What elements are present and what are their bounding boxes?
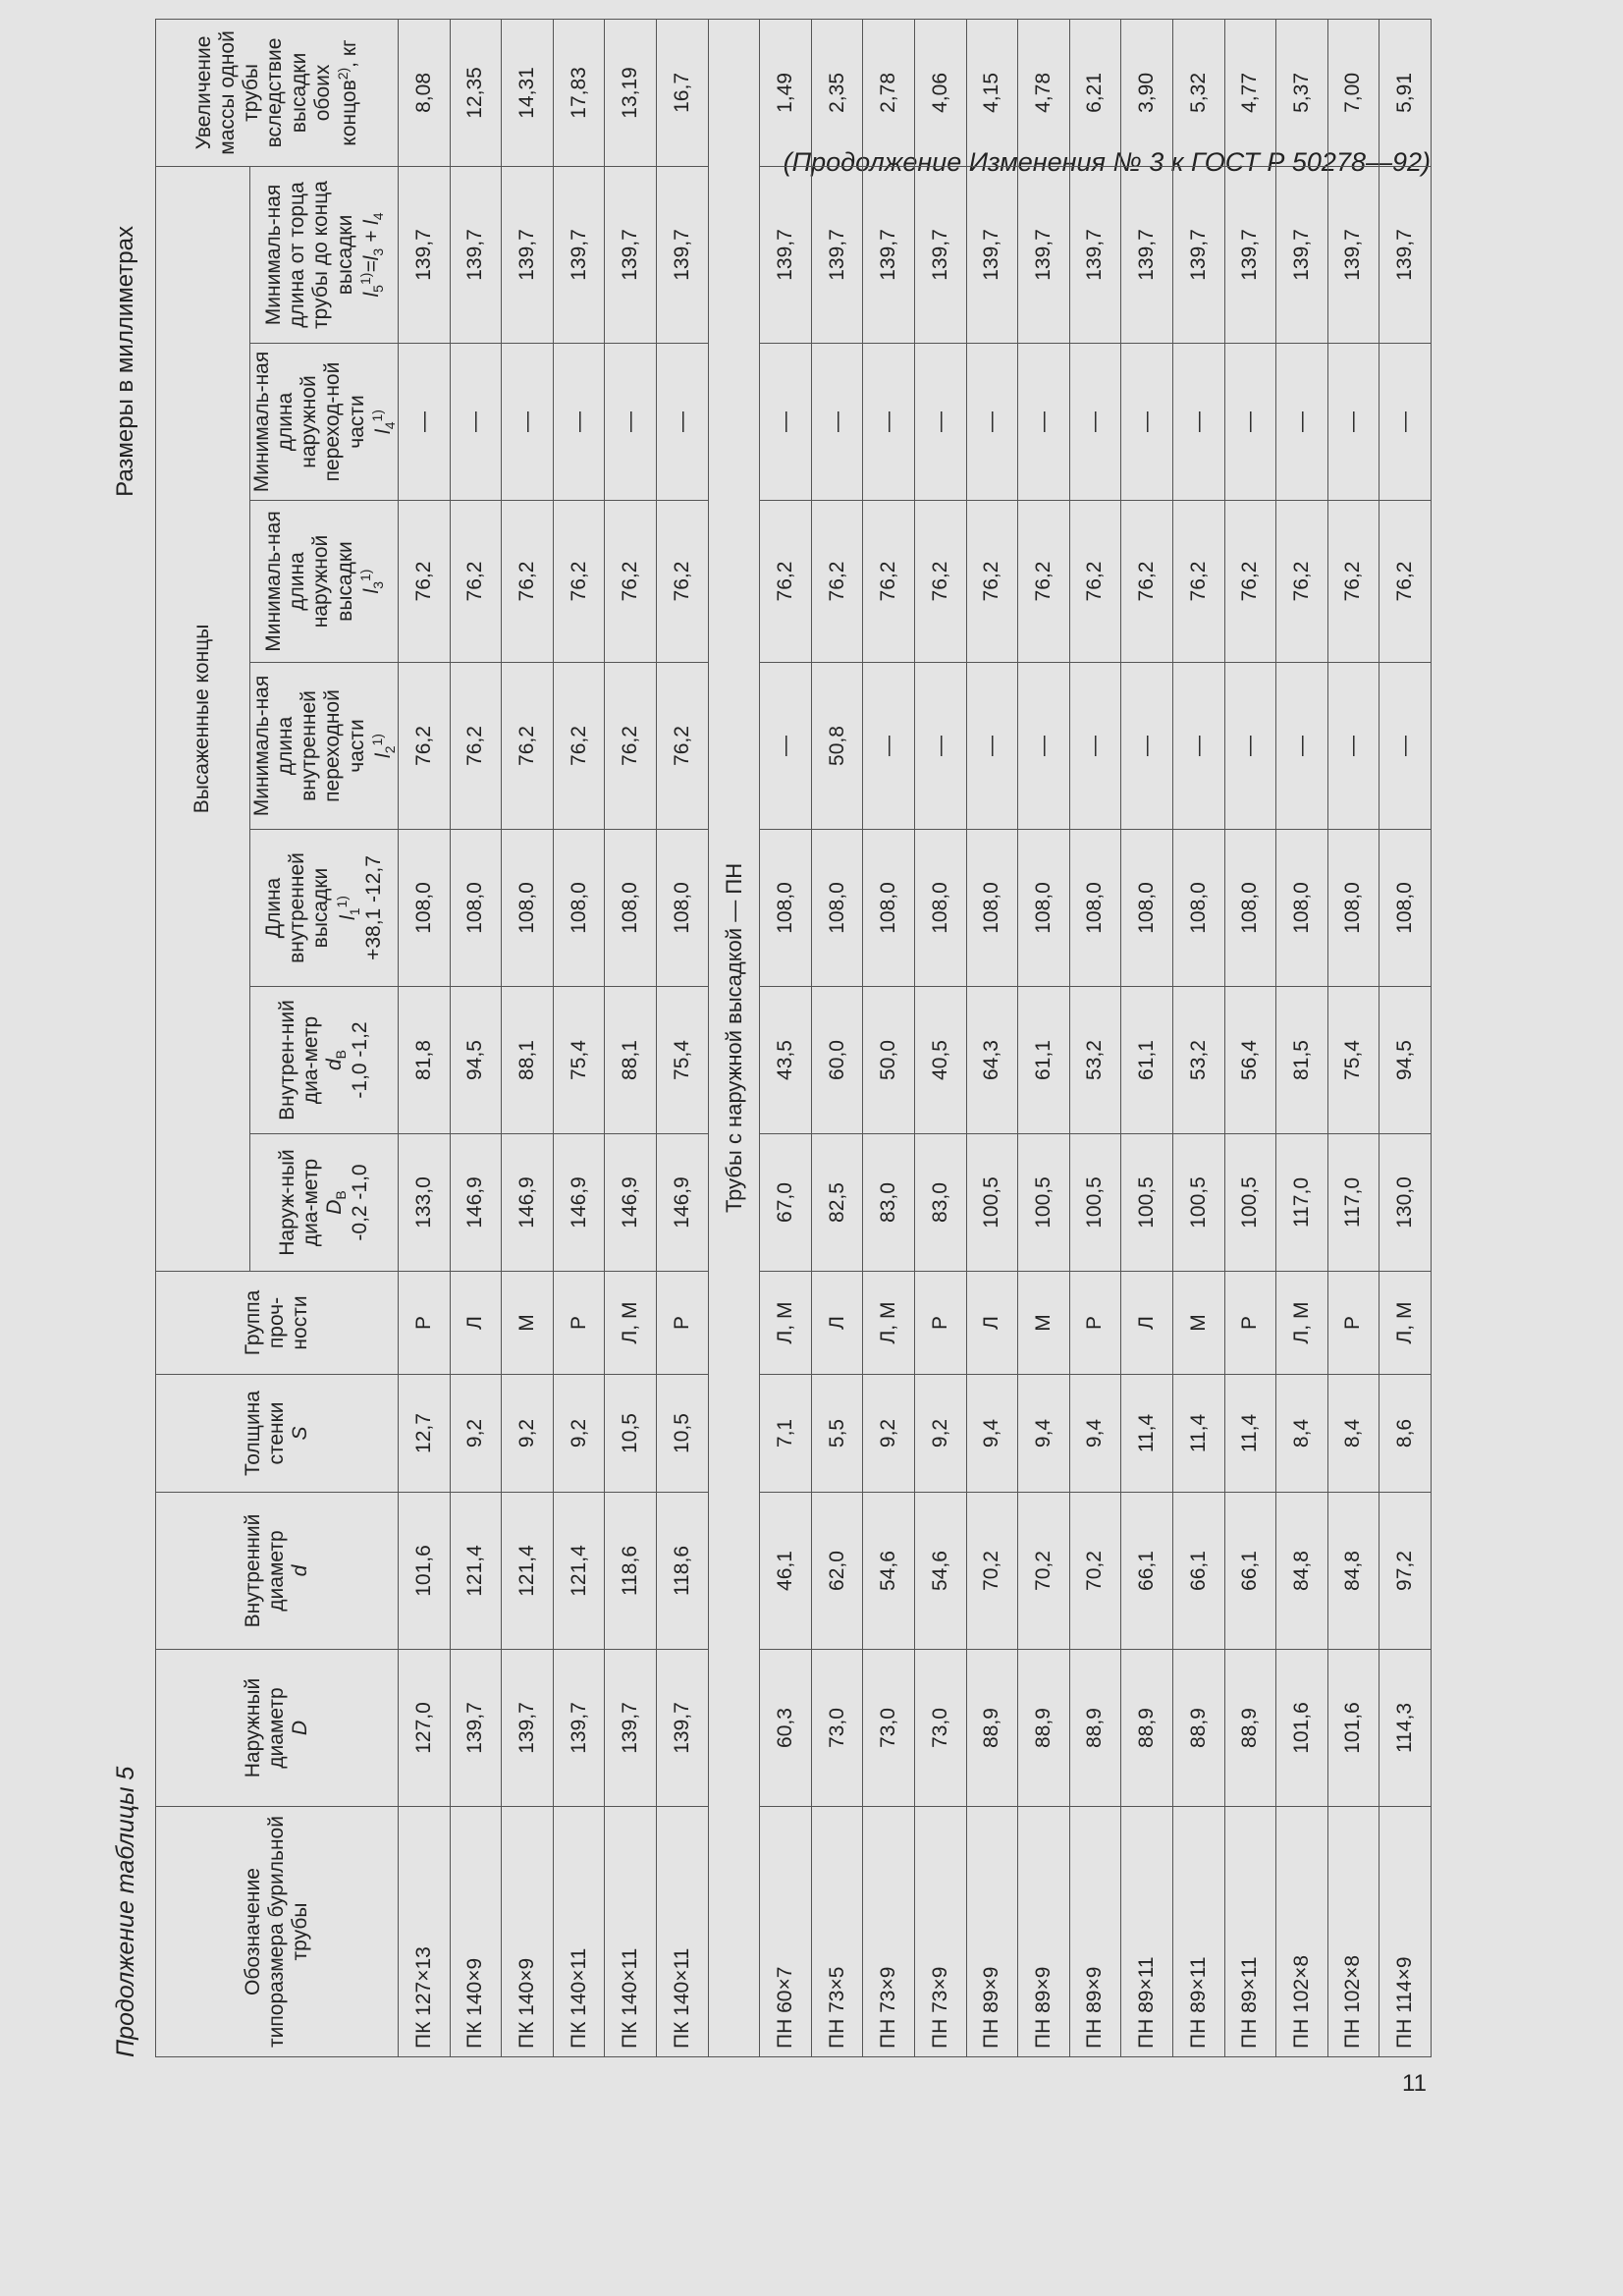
cell-mass-increase: 2,78 xyxy=(863,19,915,166)
col-outer-upset-length: Минималь-ная длина наружной высадки $l_3^{1)}$ xyxy=(250,501,399,663)
section-header-row xyxy=(708,19,760,2056)
cell-outer-transition-length: — xyxy=(1327,344,1380,501)
cell-inner-transition-length: 50,8 xyxy=(811,663,863,830)
cell-outer-diameter: 114,3 xyxy=(1380,1650,1432,1807)
cell-inner-upset-length: 108,0 xyxy=(502,830,554,987)
cell-inner-diameter: 70,2 xyxy=(1018,1493,1070,1650)
cell-mass-increase: 12,35 xyxy=(450,19,502,166)
table-row xyxy=(605,19,657,2056)
cell-upset-inner-diameter: 61,1 xyxy=(1121,987,1173,1134)
table-body-pn xyxy=(760,19,1432,2056)
cell-upset-outer-diameter: 146,9 xyxy=(502,1134,554,1272)
cell-end-to-upset-length: 139,7 xyxy=(863,166,915,343)
cell-outer-transition-length: — xyxy=(966,344,1018,501)
cell-strength-group: Л, М xyxy=(1276,1272,1328,1375)
cell-mass-increase: 4,78 xyxy=(1018,19,1070,166)
cell-designation: ПН 114×9 xyxy=(1380,1807,1432,2057)
cell-upset-outer-diameter: 146,9 xyxy=(553,1134,605,1272)
cell-inner-upset-length: 108,0 xyxy=(1069,830,1121,987)
cell-outer-transition-length: — xyxy=(1224,344,1276,501)
cell-inner-upset-length: 108,0 xyxy=(914,830,966,987)
table-row xyxy=(1224,19,1276,2056)
col-wall-thickness: Толщина стенки S xyxy=(156,1375,399,1493)
cell-outer-transition-length: — xyxy=(760,344,812,501)
table-row xyxy=(1172,19,1224,2056)
cell-outer-transition-length: — xyxy=(502,344,554,501)
cell-mass-increase: 16,7 xyxy=(656,19,708,166)
cell-outer-upset-length: 76,2 xyxy=(760,501,812,663)
col-inner-diameter: Внутренний диаметр d xyxy=(156,1493,399,1650)
cell-strength-group: М xyxy=(1018,1272,1070,1375)
cell-outer-upset-length: 76,2 xyxy=(1380,501,1432,663)
cell-strength-group: Л xyxy=(811,1272,863,1375)
cell-outer-transition-length: — xyxy=(914,344,966,501)
cell-outer-upset-length: 76,2 xyxy=(656,501,708,663)
cell-inner-transition-length: — xyxy=(914,663,966,830)
cell-wall-thickness: 9,2 xyxy=(863,1375,915,1493)
header-row-top xyxy=(156,19,250,2056)
cell-designation: ПК 140×9 xyxy=(502,1807,554,2057)
cell-inner-upset-length: 108,0 xyxy=(1380,830,1432,987)
cell-inner-transition-length: — xyxy=(1172,663,1224,830)
col-inner-transition-length: Минималь-ная длина внутренней переходной части $l_2^{1)}$ xyxy=(250,663,399,830)
cell-inner-diameter: 54,6 xyxy=(863,1493,915,1650)
cell-wall-thickness: 7,1 xyxy=(760,1375,812,1493)
cell-outer-transition-length: — xyxy=(1069,344,1121,501)
cell-outer-transition-length: — xyxy=(553,344,605,501)
cell-inner-upset-length: 108,0 xyxy=(760,830,812,987)
table-row xyxy=(811,19,863,2056)
cell-outer-diameter: 88,9 xyxy=(1172,1650,1224,1807)
cell-designation: ПК 140×11 xyxy=(605,1807,657,2057)
cell-outer-diameter: 73,0 xyxy=(914,1650,966,1807)
table-row xyxy=(399,19,451,2056)
cell-end-to-upset-length: 139,7 xyxy=(1018,166,1070,343)
cell-outer-transition-length: — xyxy=(450,344,502,501)
cell-outer-diameter: 139,7 xyxy=(553,1650,605,1807)
cell-upset-inner-diameter: 53,2 xyxy=(1069,987,1121,1134)
cell-wall-thickness: 9,2 xyxy=(450,1375,502,1493)
cell-inner-upset-length: 108,0 xyxy=(1121,830,1173,987)
cell-inner-diameter: 66,1 xyxy=(1172,1493,1224,1650)
cell-wall-thickness: 9,4 xyxy=(966,1375,1018,1493)
cell-wall-thickness: 8,4 xyxy=(1276,1375,1328,1493)
cell-designation: ПН 89×11 xyxy=(1224,1807,1276,2057)
cell-end-to-upset-length: 139,7 xyxy=(656,166,708,343)
cell-upset-outer-diameter: 83,0 xyxy=(914,1134,966,1272)
cell-upset-inner-diameter: 94,5 xyxy=(450,987,502,1134)
cell-inner-transition-length: — xyxy=(1380,663,1432,830)
table-row xyxy=(1327,19,1380,2056)
cell-outer-transition-length: — xyxy=(1380,344,1432,501)
cell-inner-upset-length: 108,0 xyxy=(811,830,863,987)
cell-mass-increase: 8,08 xyxy=(399,19,451,166)
cell-outer-transition-length: — xyxy=(811,344,863,501)
table-row xyxy=(1121,19,1173,2056)
cell-mass-increase: 13,19 xyxy=(605,19,657,166)
cell-wall-thickness: 10,5 xyxy=(605,1375,657,1493)
cell-inner-diameter: 121,4 xyxy=(502,1493,554,1650)
col-outer-transition-length: Минималь-ная длина наружной переход-ной части $l_4^{1)}$ xyxy=(250,344,399,501)
cell-inner-diameter: 70,2 xyxy=(966,1493,1018,1650)
cell-strength-group: Л, М xyxy=(863,1272,915,1375)
cell-designation: ПК 140×11 xyxy=(553,1807,605,2057)
cell-strength-group: Л, М xyxy=(1380,1272,1432,1375)
cell-inner-upset-length: 108,0 xyxy=(863,830,915,987)
cell-inner-upset-length: 108,0 xyxy=(1327,830,1380,987)
cell-strength-group: Л, М xyxy=(605,1272,657,1375)
cell-upset-outer-diameter: 100,5 xyxy=(1224,1134,1276,1272)
cell-upset-outer-diameter: 100,5 xyxy=(1069,1134,1121,1272)
cell-outer-upset-length: 76,2 xyxy=(863,501,915,663)
table-row xyxy=(1380,19,1432,2056)
cell-inner-upset-length: 108,0 xyxy=(605,830,657,987)
cell-end-to-upset-length: 139,7 xyxy=(399,166,451,343)
cell-designation: ПН 73×9 xyxy=(914,1807,966,2057)
cell-inner-diameter: 121,4 xyxy=(553,1493,605,1650)
cell-inner-transition-length: — xyxy=(1224,663,1276,830)
cell-outer-upset-length: 76,2 xyxy=(1069,501,1121,663)
cell-mass-increase: 14,31 xyxy=(502,19,554,166)
cell-mass-increase: 2,35 xyxy=(811,19,863,166)
cell-mass-increase: 17,83 xyxy=(553,19,605,166)
cell-upset-inner-diameter: 75,4 xyxy=(1327,987,1380,1134)
cell-strength-group: Л, М xyxy=(760,1272,812,1375)
col-outer-diameter: Наружный диаметр D xyxy=(156,1650,399,1807)
cell-inner-transition-length: — xyxy=(760,663,812,830)
cell-strength-group: Л xyxy=(1121,1272,1173,1375)
cell-upset-outer-diameter: 117,0 xyxy=(1327,1134,1380,1272)
cell-outer-upset-length: 76,2 xyxy=(553,501,605,663)
col-upset-outer-diameter: Наруж-ный диа-метр $D_В$ -0,2 -1,0 xyxy=(250,1134,399,1272)
cell-inner-transition-length: 76,2 xyxy=(656,663,708,830)
cell-end-to-upset-length: 139,7 xyxy=(1276,166,1328,343)
cell-upset-inner-diameter: 88,1 xyxy=(605,987,657,1134)
cell-inner-diameter: 70,2 xyxy=(1069,1493,1121,1650)
cell-end-to-upset-length: 139,7 xyxy=(1121,166,1173,343)
cell-outer-upset-length: 76,2 xyxy=(1327,501,1380,663)
cell-upset-outer-diameter: 133,0 xyxy=(399,1134,451,1272)
cell-outer-diameter: 139,7 xyxy=(605,1650,657,1807)
cell-inner-diameter: 66,1 xyxy=(1224,1493,1276,1650)
cell-end-to-upset-length: 139,7 xyxy=(1327,166,1380,343)
cell-inner-upset-length: 108,0 xyxy=(553,830,605,987)
cell-outer-diameter: 139,7 xyxy=(656,1650,708,1807)
col-mass-increase: Увеличение массы одной трубы вследствие высадки обоих концов$^{2)}$, кг xyxy=(156,19,399,166)
cell-inner-diameter: 97,2 xyxy=(1380,1493,1432,1650)
cell-strength-group: Р xyxy=(399,1272,451,1375)
col-strength-group: Группа проч-ности xyxy=(156,1272,399,1375)
cell-upset-outer-diameter: 67,0 xyxy=(760,1134,812,1272)
cell-upset-inner-diameter: 60,0 xyxy=(811,987,863,1134)
cell-designation: ПК 140×9 xyxy=(450,1807,502,2057)
cell-end-to-upset-length: 139,7 xyxy=(914,166,966,343)
cell-inner-transition-length: — xyxy=(863,663,915,830)
page-number: 11 xyxy=(1402,2070,1427,2097)
cell-inner-upset-length: 108,0 xyxy=(1172,830,1224,987)
cell-strength-group: Р xyxy=(914,1272,966,1375)
cell-inner-upset-length: 108,0 xyxy=(450,830,502,987)
cell-inner-diameter: 118,6 xyxy=(656,1493,708,1650)
cell-inner-diameter: 54,6 xyxy=(914,1493,966,1650)
cell-upset-outer-diameter: 100,5 xyxy=(966,1134,1018,1272)
cell-wall-thickness: 9,2 xyxy=(502,1375,554,1493)
cell-outer-diameter: 101,6 xyxy=(1327,1650,1380,1807)
cell-outer-upset-length: 76,2 xyxy=(966,501,1018,663)
cell-mass-increase: 4,06 xyxy=(914,19,966,166)
cell-designation: ПН 102×8 xyxy=(1327,1807,1380,2057)
cell-upset-inner-diameter: 75,4 xyxy=(656,987,708,1134)
table-row xyxy=(760,19,812,2056)
cell-outer-transition-length: — xyxy=(605,344,657,501)
cell-mass-increase: 5,32 xyxy=(1172,19,1224,166)
cell-inner-transition-length: 76,2 xyxy=(399,663,451,830)
cell-designation: ПН 60×7 xyxy=(760,1807,812,2057)
cell-upset-inner-diameter: 61,1 xyxy=(1018,987,1070,1134)
cell-inner-upset-length: 108,0 xyxy=(966,830,1018,987)
table-row xyxy=(1018,19,1070,2056)
cell-outer-upset-length: 76,2 xyxy=(914,501,966,663)
cell-outer-upset-length: 76,2 xyxy=(1276,501,1328,663)
cell-wall-thickness: 9,2 xyxy=(914,1375,966,1493)
cell-mass-increase: 4,77 xyxy=(1224,19,1276,166)
cell-outer-diameter: 88,9 xyxy=(1224,1650,1276,1807)
cell-inner-transition-length: — xyxy=(1069,663,1121,830)
cell-upset-inner-diameter: 88,1 xyxy=(502,987,554,1134)
cell-end-to-upset-length: 139,7 xyxy=(1172,166,1224,343)
cell-outer-diameter: 73,0 xyxy=(863,1650,915,1807)
cell-strength-group: М xyxy=(502,1272,554,1375)
cell-strength-group: Р xyxy=(1327,1272,1380,1375)
cell-designation: ПК 140×11 xyxy=(656,1807,708,2057)
cell-upset-outer-diameter: 146,9 xyxy=(450,1134,502,1272)
cell-outer-transition-length: — xyxy=(1121,344,1173,501)
cell-wall-thickness: 11,4 xyxy=(1172,1375,1224,1493)
cell-designation: ПН 89×9 xyxy=(966,1807,1018,2057)
cell-end-to-upset-length: 139,7 xyxy=(1069,166,1121,343)
cell-outer-upset-length: 76,2 xyxy=(450,501,502,663)
cell-strength-group: Р xyxy=(1069,1272,1121,1375)
cell-inner-diameter: 62,0 xyxy=(811,1493,863,1650)
cell-upset-inner-diameter: 40,5 xyxy=(914,987,966,1134)
cell-outer-transition-length: — xyxy=(656,344,708,501)
cell-outer-transition-length: — xyxy=(863,344,915,501)
cell-upset-outer-diameter: 100,5 xyxy=(1018,1134,1070,1272)
cell-inner-transition-length: 76,2 xyxy=(553,663,605,830)
cell-inner-diameter: 101,6 xyxy=(399,1493,451,1650)
cell-mass-increase: 5,37 xyxy=(1276,19,1328,166)
cell-designation: ПК 127×13 xyxy=(399,1807,451,2057)
table-row xyxy=(863,19,915,2056)
cell-inner-upset-length: 108,0 xyxy=(1018,830,1070,987)
cell-outer-transition-length: — xyxy=(1018,344,1070,501)
cell-wall-thickness: 9,4 xyxy=(1069,1375,1121,1493)
cell-upset-inner-diameter: 53,2 xyxy=(1172,987,1224,1134)
table-body-pk xyxy=(399,19,709,2056)
cell-outer-upset-length: 76,2 xyxy=(502,501,554,663)
cell-designation: ПН 89×11 xyxy=(1172,1807,1224,2057)
cell-end-to-upset-length: 139,7 xyxy=(1224,166,1276,343)
cell-wall-thickness: 8,6 xyxy=(1380,1375,1432,1493)
cell-mass-increase: 7,00 xyxy=(1327,19,1380,166)
cell-outer-diameter: 139,7 xyxy=(450,1650,502,1807)
cell-upset-outer-diameter: 117,0 xyxy=(1276,1134,1328,1272)
cell-inner-upset-length: 108,0 xyxy=(1224,830,1276,987)
cell-designation: ПН 73×9 xyxy=(863,1807,915,2057)
cell-inner-transition-length: 76,2 xyxy=(450,663,502,830)
cell-outer-transition-length: — xyxy=(1276,344,1328,501)
cell-end-to-upset-length: 139,7 xyxy=(966,166,1018,343)
cell-upset-inner-diameter: 64,3 xyxy=(966,987,1018,1134)
cell-inner-transition-length: 76,2 xyxy=(605,663,657,830)
cell-upset-outer-diameter: 146,9 xyxy=(605,1134,657,1272)
table-row xyxy=(656,19,708,2056)
cell-mass-increase: 4,15 xyxy=(966,19,1018,166)
table-row xyxy=(914,19,966,2056)
cell-wall-thickness: 12,7 xyxy=(399,1375,451,1493)
cell-outer-diameter: 88,9 xyxy=(1121,1650,1173,1807)
cell-upset-inner-diameter: 81,8 xyxy=(399,987,451,1134)
cell-end-to-upset-length: 139,7 xyxy=(450,166,502,343)
cell-upset-inner-diameter: 81,5 xyxy=(1276,987,1328,1134)
cell-outer-diameter: 101,6 xyxy=(1276,1650,1328,1807)
cell-inner-diameter: 84,8 xyxy=(1276,1493,1328,1650)
table-row xyxy=(1069,19,1121,2056)
cell-outer-diameter: 139,7 xyxy=(502,1650,554,1807)
cell-inner-upset-length: 108,0 xyxy=(656,830,708,987)
cell-inner-diameter: 121,4 xyxy=(450,1493,502,1650)
cell-outer-upset-length: 76,2 xyxy=(1121,501,1173,663)
cell-outer-diameter: 88,9 xyxy=(1069,1650,1121,1807)
cell-inner-diameter: 118,6 xyxy=(605,1493,657,1650)
cell-wall-thickness: 9,4 xyxy=(1018,1375,1070,1493)
cell-outer-upset-length: 76,2 xyxy=(605,501,657,663)
cell-outer-diameter: 88,9 xyxy=(1018,1650,1070,1807)
table-row xyxy=(966,19,1018,2056)
cell-mass-increase: 3,90 xyxy=(1121,19,1173,166)
cell-wall-thickness: 11,4 xyxy=(1121,1375,1173,1493)
cell-wall-thickness: 9,2 xyxy=(553,1375,605,1493)
cell-inner-transition-length: — xyxy=(1121,663,1173,830)
cell-strength-group: Р xyxy=(1224,1272,1276,1375)
document-continuation-header: (Продолжение Изменения № 3 к ГОСТ Р 50278—92) xyxy=(783,147,1431,177)
cell-outer-diameter: 73,0 xyxy=(811,1650,863,1807)
cell-designation: ПН 89×11 xyxy=(1121,1807,1173,2057)
cell-upset-outer-diameter: 130,0 xyxy=(1380,1134,1432,1272)
table-row xyxy=(553,19,605,2056)
cell-upset-inner-diameter: 50,0 xyxy=(863,987,915,1134)
cell-outer-diameter: 127,0 xyxy=(399,1650,451,1807)
cell-strength-group: Л xyxy=(450,1272,502,1375)
cell-inner-transition-length: — xyxy=(1327,663,1380,830)
table-row xyxy=(450,19,502,2056)
cell-designation: ПН 89×9 xyxy=(1018,1807,1070,2057)
cell-end-to-upset-length: 139,7 xyxy=(605,166,657,343)
cell-inner-transition-length: — xyxy=(966,663,1018,830)
cell-inner-transition-length: — xyxy=(1018,663,1070,830)
col-group-upset-ends: Высаженные концы xyxy=(156,166,250,1271)
section-label: Трубы с наружной высадкой — ПН xyxy=(708,19,760,2056)
col-designation: Обозначение типоразмера бурильной трубы xyxy=(156,1807,399,2057)
cell-upset-outer-diameter: 100,5 xyxy=(1172,1134,1224,1272)
cell-outer-diameter: 60,3 xyxy=(760,1650,812,1807)
cell-wall-thickness: 8,4 xyxy=(1327,1375,1380,1493)
col-inner-upset-length: Длина внутренней высадки $l_1^{1)}$ +38,1 -12,7 xyxy=(250,830,399,987)
cell-upset-inner-diameter: 43,5 xyxy=(760,987,812,1134)
table-section-pn xyxy=(708,19,760,2056)
cell-upset-inner-diameter: 75,4 xyxy=(553,987,605,1134)
units-note: Размеры в миллиметрах xyxy=(112,226,138,497)
cell-end-to-upset-length: 139,7 xyxy=(811,166,863,343)
cell-upset-inner-diameter: 56,4 xyxy=(1224,987,1276,1134)
cell-strength-group: Р xyxy=(656,1272,708,1375)
cell-wall-thickness: 10,5 xyxy=(656,1375,708,1493)
cell-outer-upset-length: 76,2 xyxy=(811,501,863,663)
cell-strength-group: М xyxy=(1172,1272,1224,1375)
cell-strength-group: Л xyxy=(966,1272,1018,1375)
cell-inner-transition-length: 76,2 xyxy=(502,663,554,830)
cell-wall-thickness: 5,5 xyxy=(811,1375,863,1493)
cell-inner-diameter: 84,8 xyxy=(1327,1493,1380,1650)
cell-designation: ПН 89×9 xyxy=(1069,1807,1121,2057)
cell-end-to-upset-length: 139,7 xyxy=(502,166,554,343)
cell-outer-upset-length: 76,2 xyxy=(1172,501,1224,663)
cell-designation: ПН 102×8 xyxy=(1276,1807,1328,2057)
table-row xyxy=(1276,19,1328,2056)
cell-mass-increase: 5,91 xyxy=(1380,19,1432,166)
cell-outer-diameter: 88,9 xyxy=(966,1650,1018,1807)
cell-inner-upset-length: 108,0 xyxy=(1276,830,1328,987)
cell-outer-transition-length: — xyxy=(1172,344,1224,501)
cell-outer-upset-length: 76,2 xyxy=(1224,501,1276,663)
cell-inner-transition-length: — xyxy=(1276,663,1328,830)
cell-designation: ПН 73×5 xyxy=(811,1807,863,2057)
cell-inner-diameter: 66,1 xyxy=(1121,1493,1173,1650)
cell-end-to-upset-length: 139,7 xyxy=(553,166,605,343)
cell-upset-outer-diameter: 82,5 xyxy=(811,1134,863,1272)
pipe-dimensions-table xyxy=(155,19,1432,2057)
cell-strength-group: Р xyxy=(553,1272,605,1375)
cell-wall-thickness: 11,4 xyxy=(1224,1375,1276,1493)
cell-outer-transition-length: — xyxy=(399,344,451,501)
cell-upset-inner-diameter: 94,5 xyxy=(1380,987,1432,1134)
col-end-to-upset-length: Минималь-ная длина от торца трубы до конца высадки $l_5^{1)}=l_3 + l_4$ xyxy=(250,166,399,343)
cell-inner-diameter: 46,1 xyxy=(760,1493,812,1650)
cell-outer-upset-length: 76,2 xyxy=(399,501,451,663)
cell-end-to-upset-length: 139,7 xyxy=(760,166,812,343)
table-row xyxy=(502,19,554,2056)
cell-mass-increase: 1,49 xyxy=(760,19,812,166)
col-upset-inner-diameter: Внутрен-ний диа-метр $d_В$ -1,0 -1,2 xyxy=(250,987,399,1134)
cell-upset-outer-diameter: 83,0 xyxy=(863,1134,915,1272)
cell-upset-outer-diameter: 100,5 xyxy=(1121,1134,1173,1272)
cell-inner-upset-length: 108,0 xyxy=(399,830,451,987)
cell-mass-increase: 6,21 xyxy=(1069,19,1121,166)
cell-end-to-upset-length: 139,7 xyxy=(1380,166,1432,343)
cell-upset-outer-diameter: 146,9 xyxy=(656,1134,708,1272)
table-caption: Продолжение таблицы 5 xyxy=(112,1766,139,2057)
cell-outer-upset-length: 76,2 xyxy=(1018,501,1070,663)
